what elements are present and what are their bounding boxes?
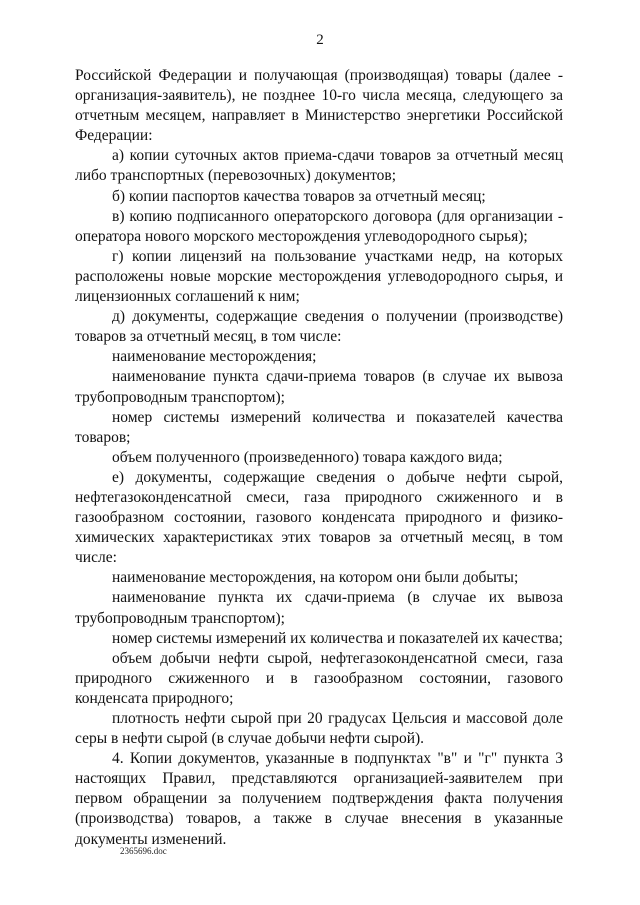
paragraph-volume: объем полученного (произведенного) товара каждого вида; <box>112 448 503 466</box>
paragraph-field-name-extracted: наименование месторождения, на котором они были добыты; <box>112 569 519 587</box>
paragraph-item-e: е) документы, содержащие сведения о добыче нефти сырой, нефтегазоконденсатной смеси, газа природного сжиженного и в газообразном состоянии, газового конденсата природного и физико-химических характеристиках этих товаров за отчетный месяц, в том числе: <box>75 468 563 567</box>
paragraph-item-g: г) копии лицензий на пользование участками недр, на которых расположены новые морские месторождения углеводородного сырья, и лицензионных соглашений к ним; <box>75 247 563 306</box>
document-body <box>75 66 563 850</box>
paragraph-item-v: в) копию подписанного операторского договора (для организации - оператора нового морского месторождения углеводородного сырья); <box>75 207 563 245</box>
page-number: 2 <box>316 32 324 48</box>
paragraph-item-d: д) документы, содержащие сведения о получении (производстве) товаров за отчетный месяц, в том числе: <box>75 308 563 346</box>
paragraph-section-4: 4. Копии документов, указанные в подпунктах "в" и "г" пункта 3 настоящих Правил, представляются организацией-заявителем при первом обращении за получением подтверждения факта получения (производства) товаров, а также в случае внесения в указанные документы изменений. <box>75 750 563 848</box>
paragraph-continuation: Российской Федерации и получающая (производящая) товары (далее - организация-заявитель), не позднее 10-го числа месяца, следующего за отчетным месяцем, направляет в Министерство энергетики Российской Федерации: <box>75 67 563 145</box>
paragraph-field-name: наименование месторождения; <box>112 348 317 366</box>
paragraph-density: плотность нефти сырой при 20 градусах Цельсия и массовой доле серы в нефти сырой (в случае добычи нефти сырой). <box>75 710 563 748</box>
paragraph-delivery-point-2: наименование пункта их сдачи-приема (в случае их вывоза трубопроводным транспортом); <box>75 589 563 627</box>
paragraph-measurement-system-2: номер системы измерений их количества и показателей их качества; <box>112 629 563 647</box>
paragraph-measurement-system: номер системы измерений количества и показателей качества товаров; <box>75 408 563 446</box>
footer-filename: 2365696.doc <box>120 846 167 856</box>
paragraph-delivery-point: наименование пункта сдачи-приема товаров (в случае их вывоза трубопроводным транспортом); <box>75 368 563 406</box>
paragraph-production-volume: объем добычи нефти сырой, нефтегазоконденсатной смеси, газа природного сжиженного и в газообразном состоянии, газового конденсата природного; <box>75 649 563 707</box>
paragraph-item-b: б) копии паспортов качества товаров за отчетный месяц; <box>112 187 486 205</box>
paragraph-item-a: а) копии суточных актов приема-сдачи товаров за отчетный месяц либо транспортных (перевозочных) документов; <box>75 147 563 185</box>
